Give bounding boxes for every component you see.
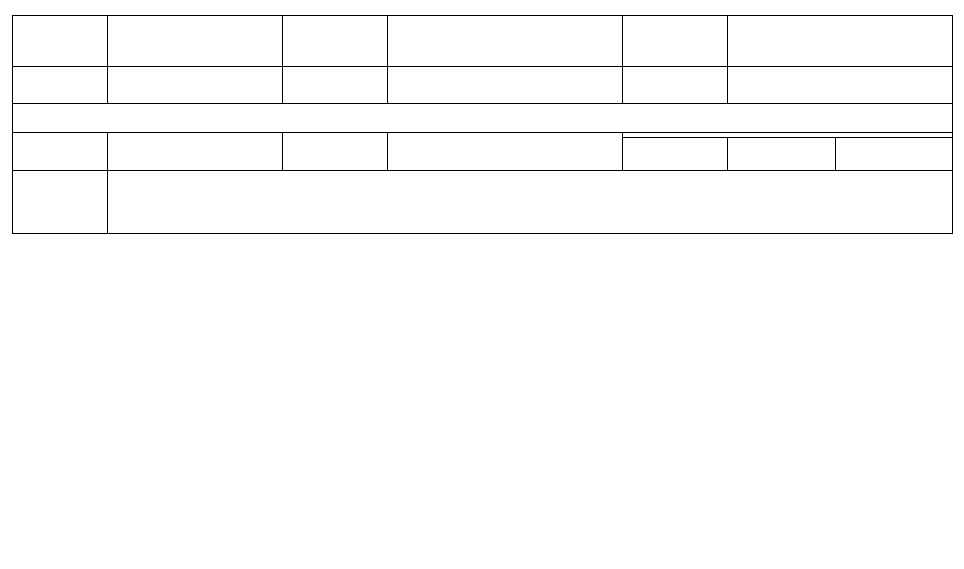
value-standard	[728, 67, 953, 104]
col-index	[13, 133, 108, 171]
value-sampling-period	[108, 67, 283, 104]
col-avg	[836, 138, 953, 171]
col-min	[728, 138, 836, 171]
remark-text	[108, 171, 953, 234]
value-sampling-place	[728, 16, 953, 67]
label-standard	[623, 67, 728, 104]
label-public-unit	[13, 16, 108, 67]
col-limit	[388, 133, 623, 171]
info-row-period	[13, 67, 953, 104]
col-max	[623, 138, 728, 171]
label-sampling-period	[13, 67, 108, 104]
page-title	[12, 0, 952, 15]
label-testing-unit	[283, 67, 388, 104]
quality-result	[13, 104, 953, 133]
value-public-unit	[108, 16, 283, 67]
value-testing-unit	[388, 67, 623, 104]
label-public-project	[283, 16, 388, 67]
col-indicator	[108, 133, 283, 171]
report-table	[12, 15, 953, 234]
label-sampling-place	[623, 16, 728, 67]
col-unit	[283, 133, 388, 171]
remark-label	[13, 171, 108, 234]
quality-result-row	[13, 104, 953, 133]
info-row-unit	[13, 16, 953, 67]
remark-row	[13, 171, 953, 234]
value-public-project	[388, 16, 623, 67]
